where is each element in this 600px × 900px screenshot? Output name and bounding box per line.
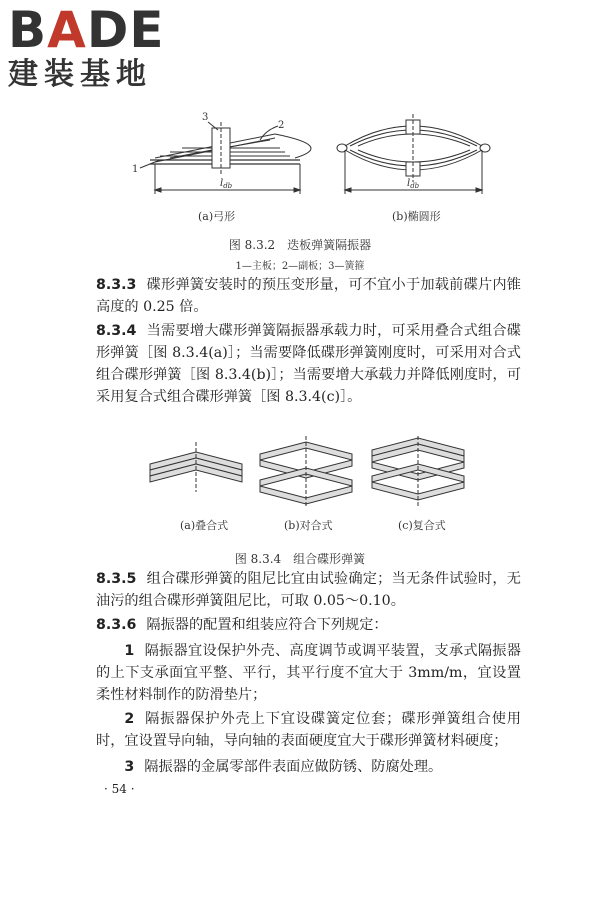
clause-8-3-3: 8.3.3 碟形弹簧安装时的预压变形量，可不宜小于加载前碟片内锥高度的 0.25 倍。 (96, 277, 521, 315)
disc-stack-c (372, 436, 464, 506)
fig1-sub-a: (a)弓形 (198, 210, 236, 223)
label-3: 3 (202, 112, 209, 123)
brand-logo (8, 1, 178, 92)
clause-8-3-6: 8.3.6 隔振器的配置和组装应符合下列规定： (96, 617, 388, 633)
clause-8-3-4: 8.3.4 当需要增大碟形弹簧隔振器承载力时，可采用叠合式组合碟形弹簧［图 8.3.4(a)］；当需要降低碟形弹簧刚度时，可采用对合式组合碟形弹簧［图 8.3.4(b)］；当需要增大承载力并降低刚度时，可采用复合式组合碟形弹簧［图 8.3.4(c)］。 (96, 323, 521, 405)
clause-8-3-5: 8.3.5 组合碟形弹簧的阻尼比宜由试验确定；当无条件试验时，无油污的组合碟形弹簧阻尼比，可取 0.05～0.10。 (96, 571, 521, 609)
fig2-sub-a: (a)叠合式 (180, 519, 229, 532)
figure-caption-8-3-4: 图 8.3.4 组合碟形弹簧 (234, 552, 366, 566)
fig1-sub-b: (b)椭圆形 (392, 210, 441, 223)
figure-8-3-2 (120, 108, 520, 218)
figure-8-3-4 (140, 436, 480, 506)
label-2: 2 (278, 120, 285, 131)
disc-stack-b (260, 436, 352, 506)
fig2-sub-c: (c)复合式 (398, 519, 446, 532)
logo-wordmark: BADE (8, 1, 165, 59)
fig2-sub-b: (b)对合式 (284, 519, 333, 532)
dim-label-b: $l_{db}$ (407, 178, 420, 190)
list-item-2: 2 隔振器保护外壳上下宜设碟簧定位套；碟形弹簧组合使用时，宜设置导向轴，导向轴的表面硬度宜大于碟形弹簧材料硬度； (96, 711, 521, 749)
logo-subtitle: 建装基地 (8, 57, 152, 92)
list-item-1: 1 隔振器宜设保护外壳、高度调节或调平装置，支承式隔振器的上下支承面宜平整、平行，其平行度不宜大于 3mm/m，宜设置柔性材料制作的防滑垫片； (96, 643, 521, 703)
list-item-3: 3 隔振器的金属零部件表面应做防锈、防腐处理。 (124, 759, 443, 775)
page-number: · 54 · (104, 782, 135, 796)
figure-legend-8-3-2: 1—主板；2—副板；3—簧箍 (235, 261, 365, 272)
figure-caption-8-3-2: 图 8.3.2 迭板弹簧隔振器 (228, 238, 372, 252)
disc-stack-a (150, 442, 242, 492)
label-1: 1 (132, 164, 139, 175)
dim-label-a: $l_{db}$ (220, 178, 233, 190)
